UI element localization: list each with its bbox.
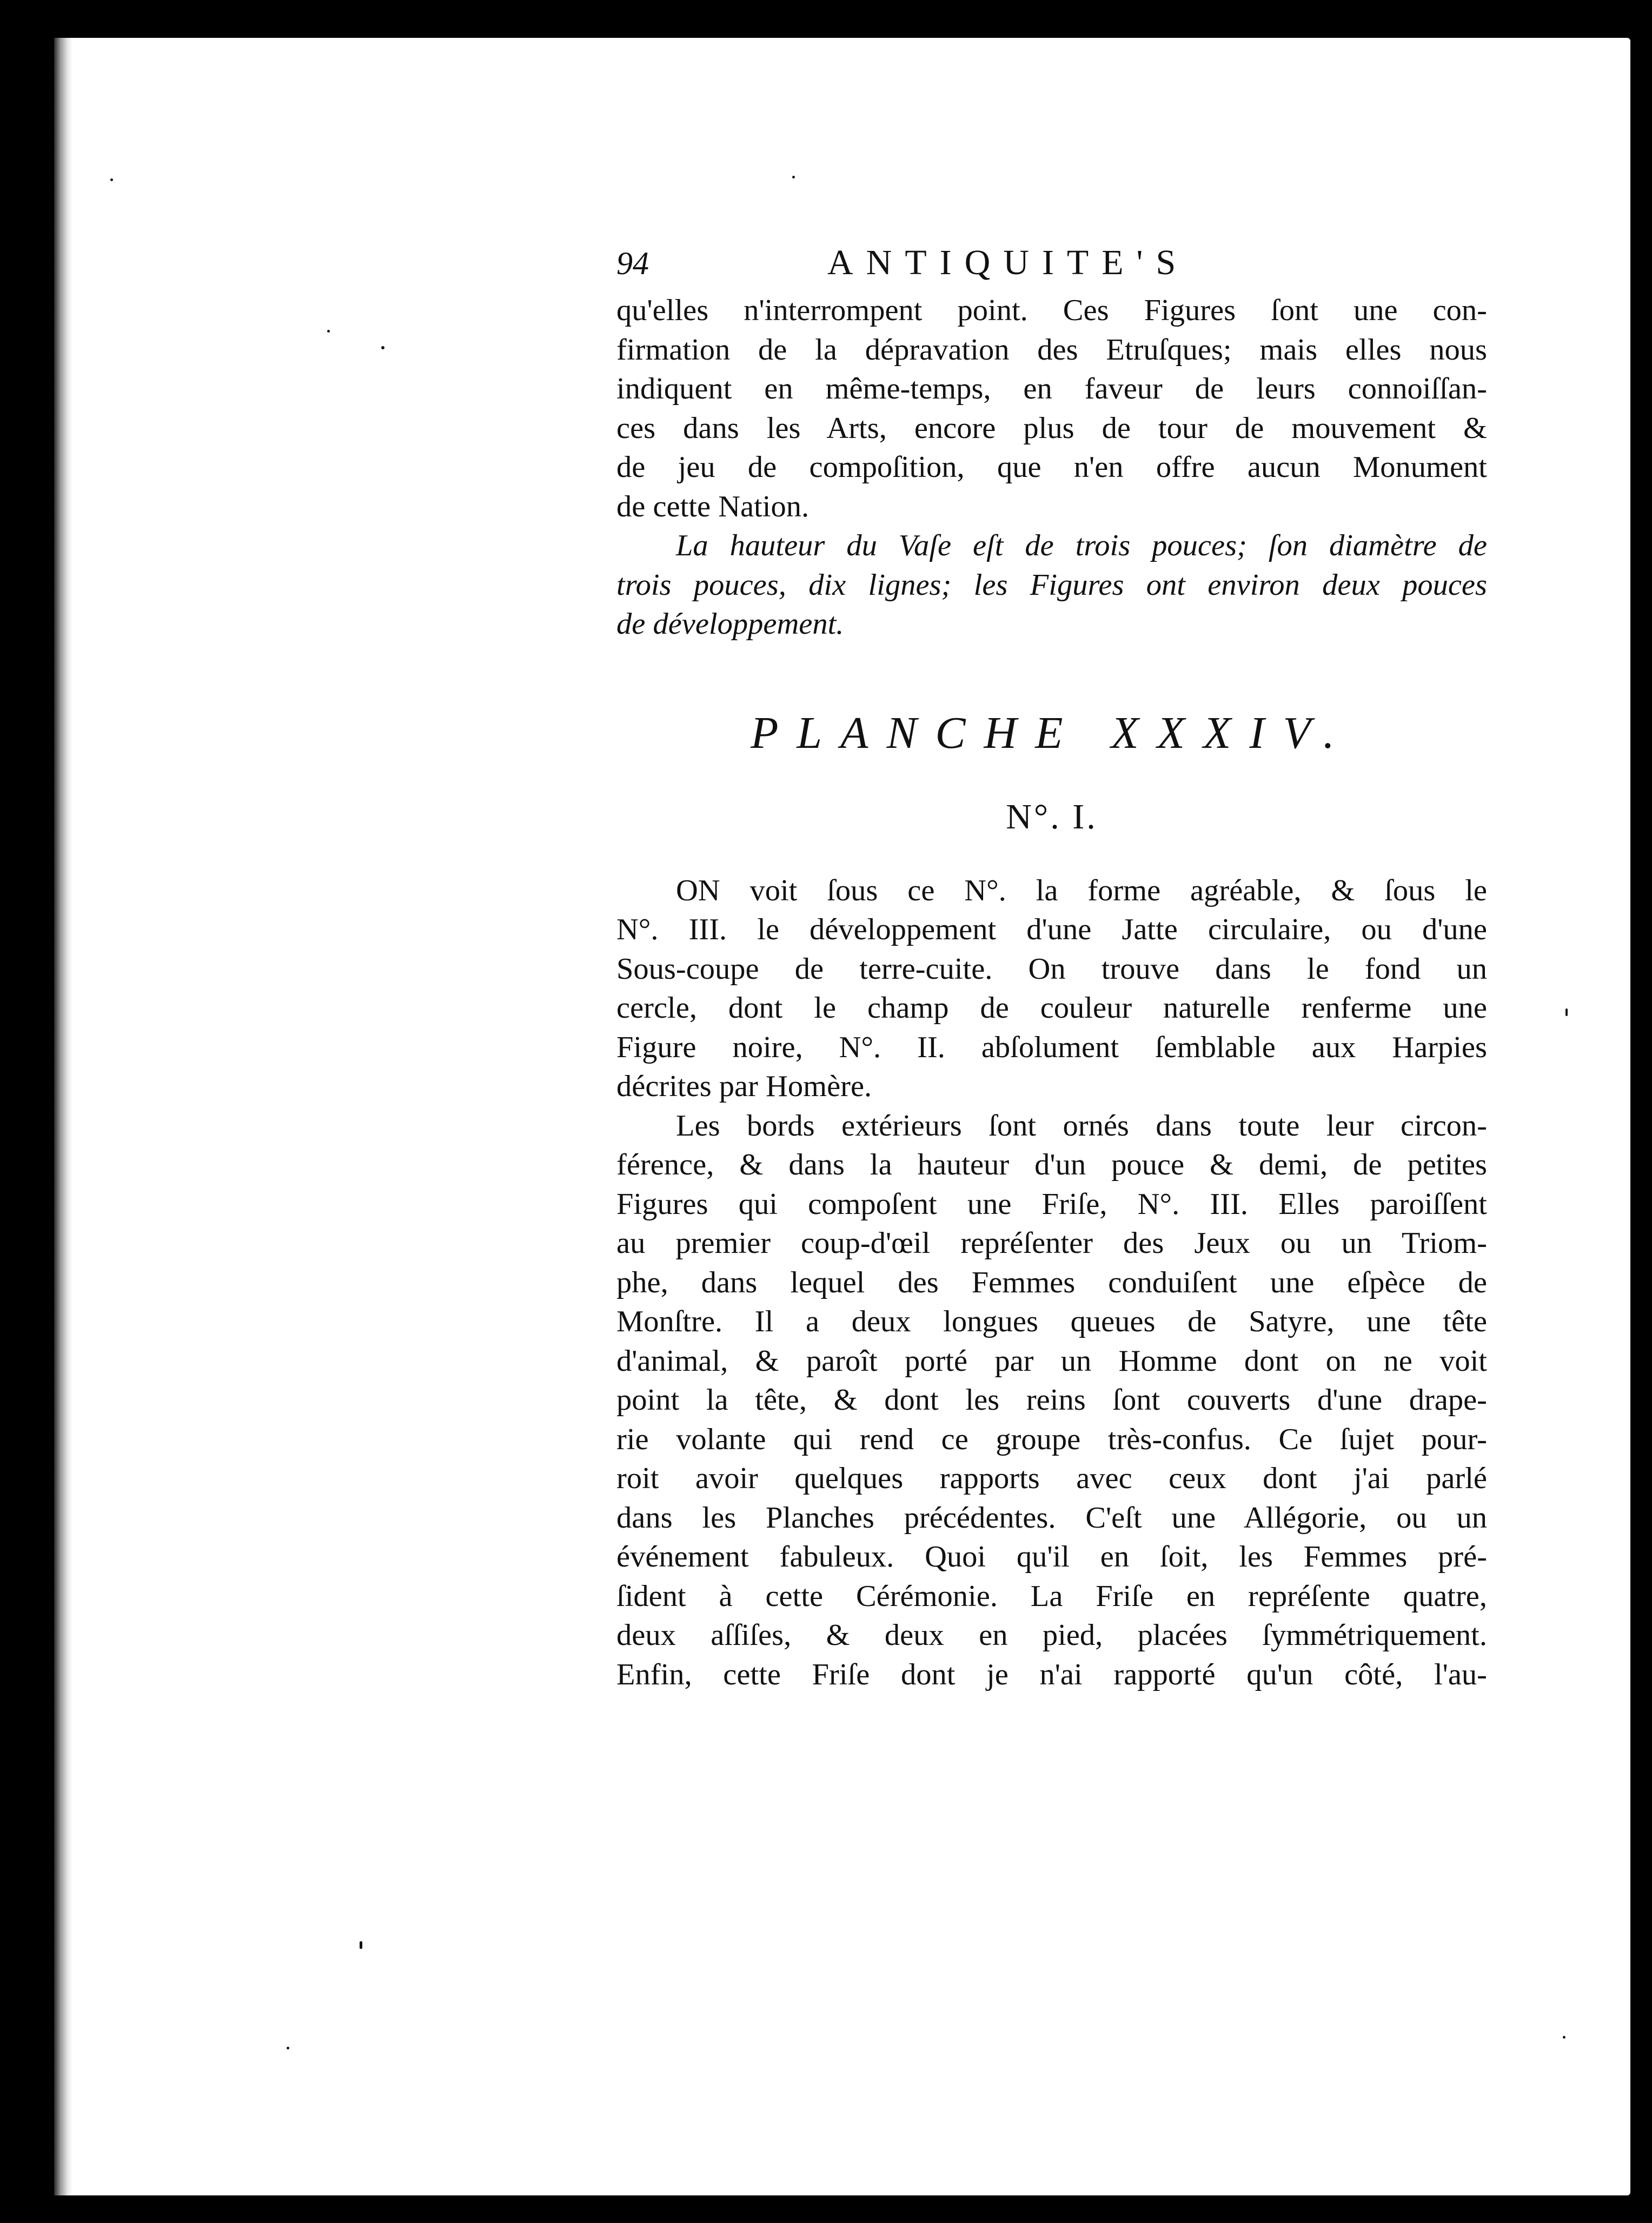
text-line: d'animal, & paroît porté par un Homme dont on ne voit [616, 1344, 1487, 1378]
text-line: point la tête, & dont les reins ſont couverts d'une drape- [616, 1383, 1487, 1417]
text-line: décrites par Homère. [616, 1070, 872, 1103]
print-speck [327, 330, 330, 333]
print-speck [1563, 2036, 1565, 2039]
print-speck [1565, 1008, 1568, 1016]
text-line: ON voit ſous ce N°. la forme agréable, & ſous le [676, 873, 1487, 907]
print-speck [360, 1941, 362, 1949]
text-line: de développement. [616, 607, 844, 641]
text-line: rie volante qui rend ce groupe très-confus. Ce ſujet pour- [616, 1422, 1487, 1456]
paragraph-description [616, 871, 1487, 1106]
page-number: 94 [616, 245, 649, 281]
print-speck [381, 346, 384, 349]
text-line: ſident à cette Cérémonie. La Friſe en repréſente quatre, [616, 1579, 1487, 1613]
text-line: Les bords extérieurs ſont ornés dans toute leur circon- [676, 1109, 1487, 1143]
paragraph-frieze [616, 1106, 1487, 1695]
text-line: trois pouces, dix lignes; les Figures ont environ deux pouces [616, 568, 1487, 602]
text-line: indiquent en même-temps, en faveur de leurs connoiſſan- [616, 372, 1487, 406]
text-line: ces dans les Arts, encore plus de tour de mouvement & [616, 411, 1487, 445]
text-line: Figures qui compoſent une Friſe, N°. III. Elles paroiſſent [616, 1187, 1487, 1221]
text-line: Monſtre. Il a deux longues queues de Satyre, une tête [616, 1305, 1487, 1338]
text-line: férence, & dans la hauteur d'un pouce & demi, de petites [616, 1148, 1487, 1182]
text-line: cercle, dont le champ de couleur naturelle renferme une [616, 991, 1487, 1025]
paragraph-continuation [616, 291, 1487, 526]
text-line: Figure noire, N°. II. abſolument ſemblable aux Harpies [616, 1030, 1487, 1064]
text-line: deux aſſiſes, & deux en pied, placées ſymmétriquement. [616, 1618, 1487, 1652]
print-speck [287, 2047, 289, 2049]
plate-subtitle: N°. I. [1006, 797, 1098, 837]
running-title: ANTIQUITE'S [827, 243, 1189, 282]
text-line: événement fabuleux. Quoi qu'il en ſoit, les Femmes pré- [616, 1540, 1487, 1574]
page-binding-edge [54, 38, 72, 2195]
text-line: de cette Nation. [616, 489, 810, 523]
print-speck [792, 176, 795, 178]
book-page [54, 38, 1630, 2195]
text-line: La hauteur du Vaſe eſt de trois pouces; ſon diamètre de [676, 529, 1487, 562]
page-header [616, 243, 1487, 291]
text-line: de jeu de compoſition, que n'en offre aucun Monument [616, 450, 1487, 484]
text-line: Enfin, cette Friſe dont je n'ai rapporté qu'un côté, l'au- [616, 1657, 1487, 1691]
text-line: N°. III. le développement d'une Jatte circulaire, ou d'une [616, 913, 1487, 946]
plate-title: PLANCHE XXXIV. [751, 707, 1353, 758]
text-column [616, 243, 1487, 1694]
measurements-note [616, 526, 1487, 644]
text-line: dans les Planches précédentes. C'eſt une Allégorie, ou un [616, 1501, 1487, 1535]
text-line: phe, dans lequel des Femmes conduiſent une eſpèce de [616, 1265, 1487, 1299]
text-line: firmation de la dépravation des Etruſques; mais elles nous [616, 333, 1487, 367]
text-line: qu'elles n'interrompent point. Ces Figures ſont une con- [616, 294, 1487, 327]
text-line: au premier coup-d'œil repréſenter des Jeux ou un Triom- [616, 1226, 1487, 1260]
text-line: roit avoir quelques rapports avec ceux dont j'ai parlé [616, 1462, 1487, 1495]
print-speck [110, 178, 113, 181]
text-line: Sous-coupe de terre-cuite. On trouve dans le fond un [616, 952, 1487, 986]
